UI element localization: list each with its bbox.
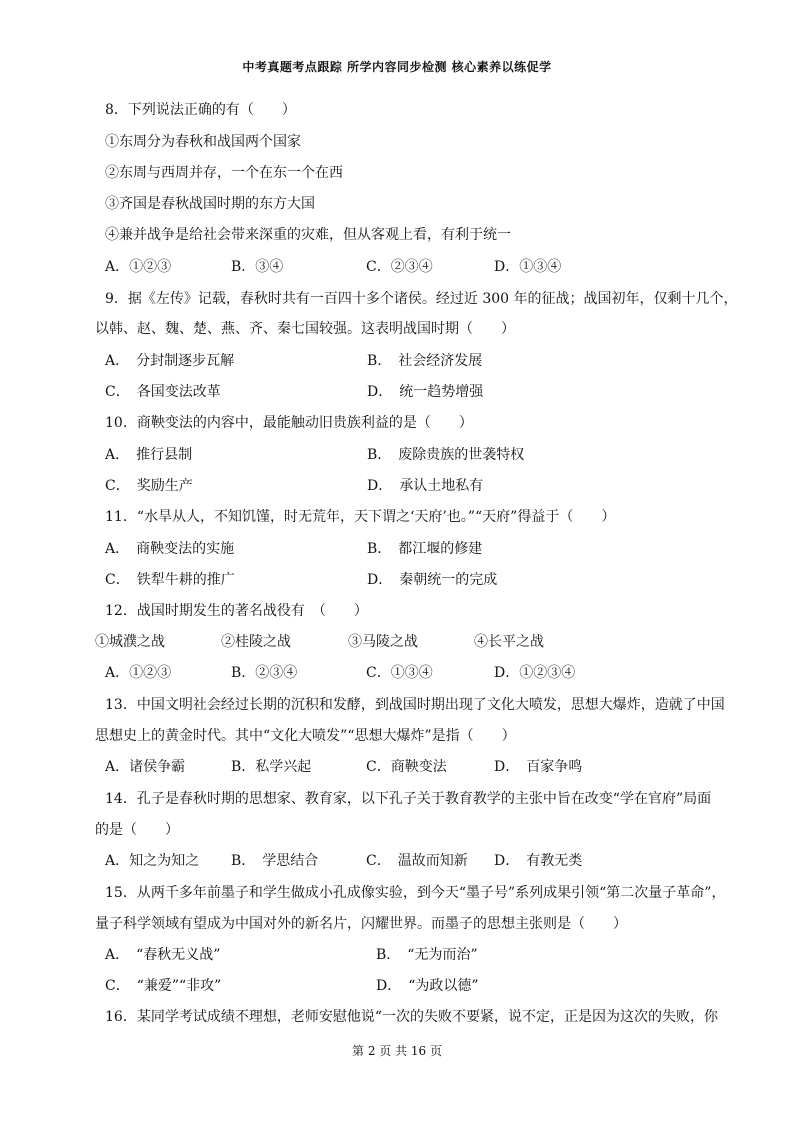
question-stem: 10．商鞅变法的内容中，最能触动旧贵族利益的是（ ） [105, 415, 473, 431]
statement-item: ②桂陵之战 [221, 634, 291, 650]
option-b[interactable]: B． 都江堰的修建 [367, 541, 483, 557]
option-a[interactable]: A．知之为知之 [105, 853, 200, 869]
option-a[interactable]: A．①②③ [105, 259, 172, 275]
question-stem: 思想史上的黄金时代。其中“文化大喷发”“思想大爆炸”是指（ ） [95, 728, 516, 744]
statements-row [95, 632, 695, 652]
option-b[interactable]: B．③④ [231, 259, 284, 275]
option-b[interactable]: B． 废除贵族的世袭特权 [367, 447, 525, 463]
option-a[interactable]: A．诸侯争霸 [105, 759, 186, 775]
options-row [105, 351, 705, 371]
option-d[interactable]: D．①③④ [494, 259, 562, 275]
option-d[interactable]: D． 统一趋势增强 [367, 384, 484, 400]
option-c[interactable]: C．①③④ [366, 665, 433, 681]
options-row [105, 757, 705, 777]
option-c[interactable]: C． 各国变法改革 [105, 384, 221, 400]
options-row [105, 851, 705, 871]
statement-item: ③马陵之战 [348, 634, 418, 650]
option-b[interactable]: B．②③④ [231, 665, 298, 681]
option-d[interactable]: D． 百家争鸣 [494, 759, 583, 775]
statement-item: ②东周与西周并存，一个在东一个在西 [105, 165, 343, 181]
option-c[interactable]: C． “兼爱”“非攻” [105, 978, 222, 994]
options-row [105, 476, 705, 496]
statement-item: ④长平之战 [474, 634, 544, 650]
option-c[interactable]: C．②③④ [366, 259, 433, 275]
question-stem: 9．据《左传》记载，春秋时共有一百四十多个诸侯。经过近 300 年的征战；战国初年，仅剩十几个， [105, 291, 738, 307]
option-b[interactable]: B．私学兴起 [231, 759, 312, 775]
option-a[interactable]: A． 分封制逐步瓦解 [105, 353, 235, 369]
question-stem: 13．中国文明社会经过长期的沉积和发酵，到战国时期出现了文化大喷发，思想大爆炸，造就了中国 [105, 697, 725, 713]
options-row [105, 445, 705, 465]
option-c[interactable]: C． 奖励生产 [105, 478, 193, 494]
option-d[interactable]: D． 有教无类 [494, 853, 583, 869]
question-stem: 以韩、赵、魏、楚、燕、齐、秦七国较强。这表明战国时期（ ） [95, 321, 515, 337]
option-a[interactable]: A． 商鞅变法的实施 [105, 541, 235, 557]
question-stem: 的是（ ） [95, 822, 179, 838]
options-row [105, 945, 705, 965]
option-d[interactable]: D．①②③④ [494, 665, 576, 681]
question-stem: 15．从两千多年前墨子和学生做成小孔成像实验，到今天“墨子号”系列成果引领“第二次量子革命”， [105, 885, 726, 901]
options-row [105, 663, 705, 683]
options-row [105, 539, 705, 559]
statement-item: ①东周分为春秋和战国两个国家 [105, 134, 301, 150]
option-a[interactable]: A． “春秋无义战” [105, 947, 221, 963]
option-a[interactable]: A．①②③ [105, 665, 172, 681]
question-stem: 14．孔子是春秋时期的思想家、教育家，以下孔子关于教育教学的主张中旨在改变“学在官府”局面 [105, 791, 712, 807]
option-a[interactable]: A． 推行县制 [105, 447, 193, 463]
page-header: 中考真题考点跟踪 所学内容同步检测 核心素养以练促学 [242, 60, 552, 74]
options-row [105, 257, 705, 277]
option-b[interactable]: B． 学思结合 [231, 853, 319, 869]
question-stem: 16．某同学考试成绩不理想，老师安慰他说“一次的失败不要紧，说不定，正是因为这次的失败，你 [105, 1009, 718, 1025]
options-row [105, 570, 705, 590]
option-c[interactable]: C．商鞅变法 [366, 759, 447, 775]
option-d[interactable]: D． 秦朝统一的完成 [367, 572, 498, 588]
option-c[interactable]: C． 铁犁牛耕的推广 [105, 572, 235, 588]
options-row [105, 382, 705, 402]
statement-item: ①城濮之战 [95, 634, 165, 650]
question-stem: 8．下列说法正确的有（ ） [105, 102, 296, 118]
page-footer: 第 2 页 共 16 页 [352, 1044, 442, 1058]
statement-item: ③齐国是春秋战国时期的东方大国 [105, 196, 315, 212]
option-b[interactable]: B． 社会经济发展 [367, 353, 483, 369]
question-stem: 11．“水旱从人，不知饥馑，时无荒年，天下谓之‘天府’也。”“天府”得益于（ ） [105, 509, 616, 525]
question-stem: 12．战国时期发生的著名战役有 （ ） [105, 603, 368, 619]
option-c[interactable]: C． 温故而知新 [366, 853, 468, 869]
option-d[interactable]: D． 承认土地私有 [367, 478, 484, 494]
statement-item: ④兼并战争是给社会带来深重的灾难，但从客观上看，有利于统一 [105, 227, 511, 243]
options-row [105, 976, 705, 996]
question-stem: 量子科学领域有望成为中国对外的新名片，闪耀世界。而墨子的思想主张则是（ ） [95, 916, 627, 932]
option-b[interactable]: B． “无为而治” [376, 947, 478, 963]
option-d[interactable]: D． “为政以德” [376, 978, 479, 994]
